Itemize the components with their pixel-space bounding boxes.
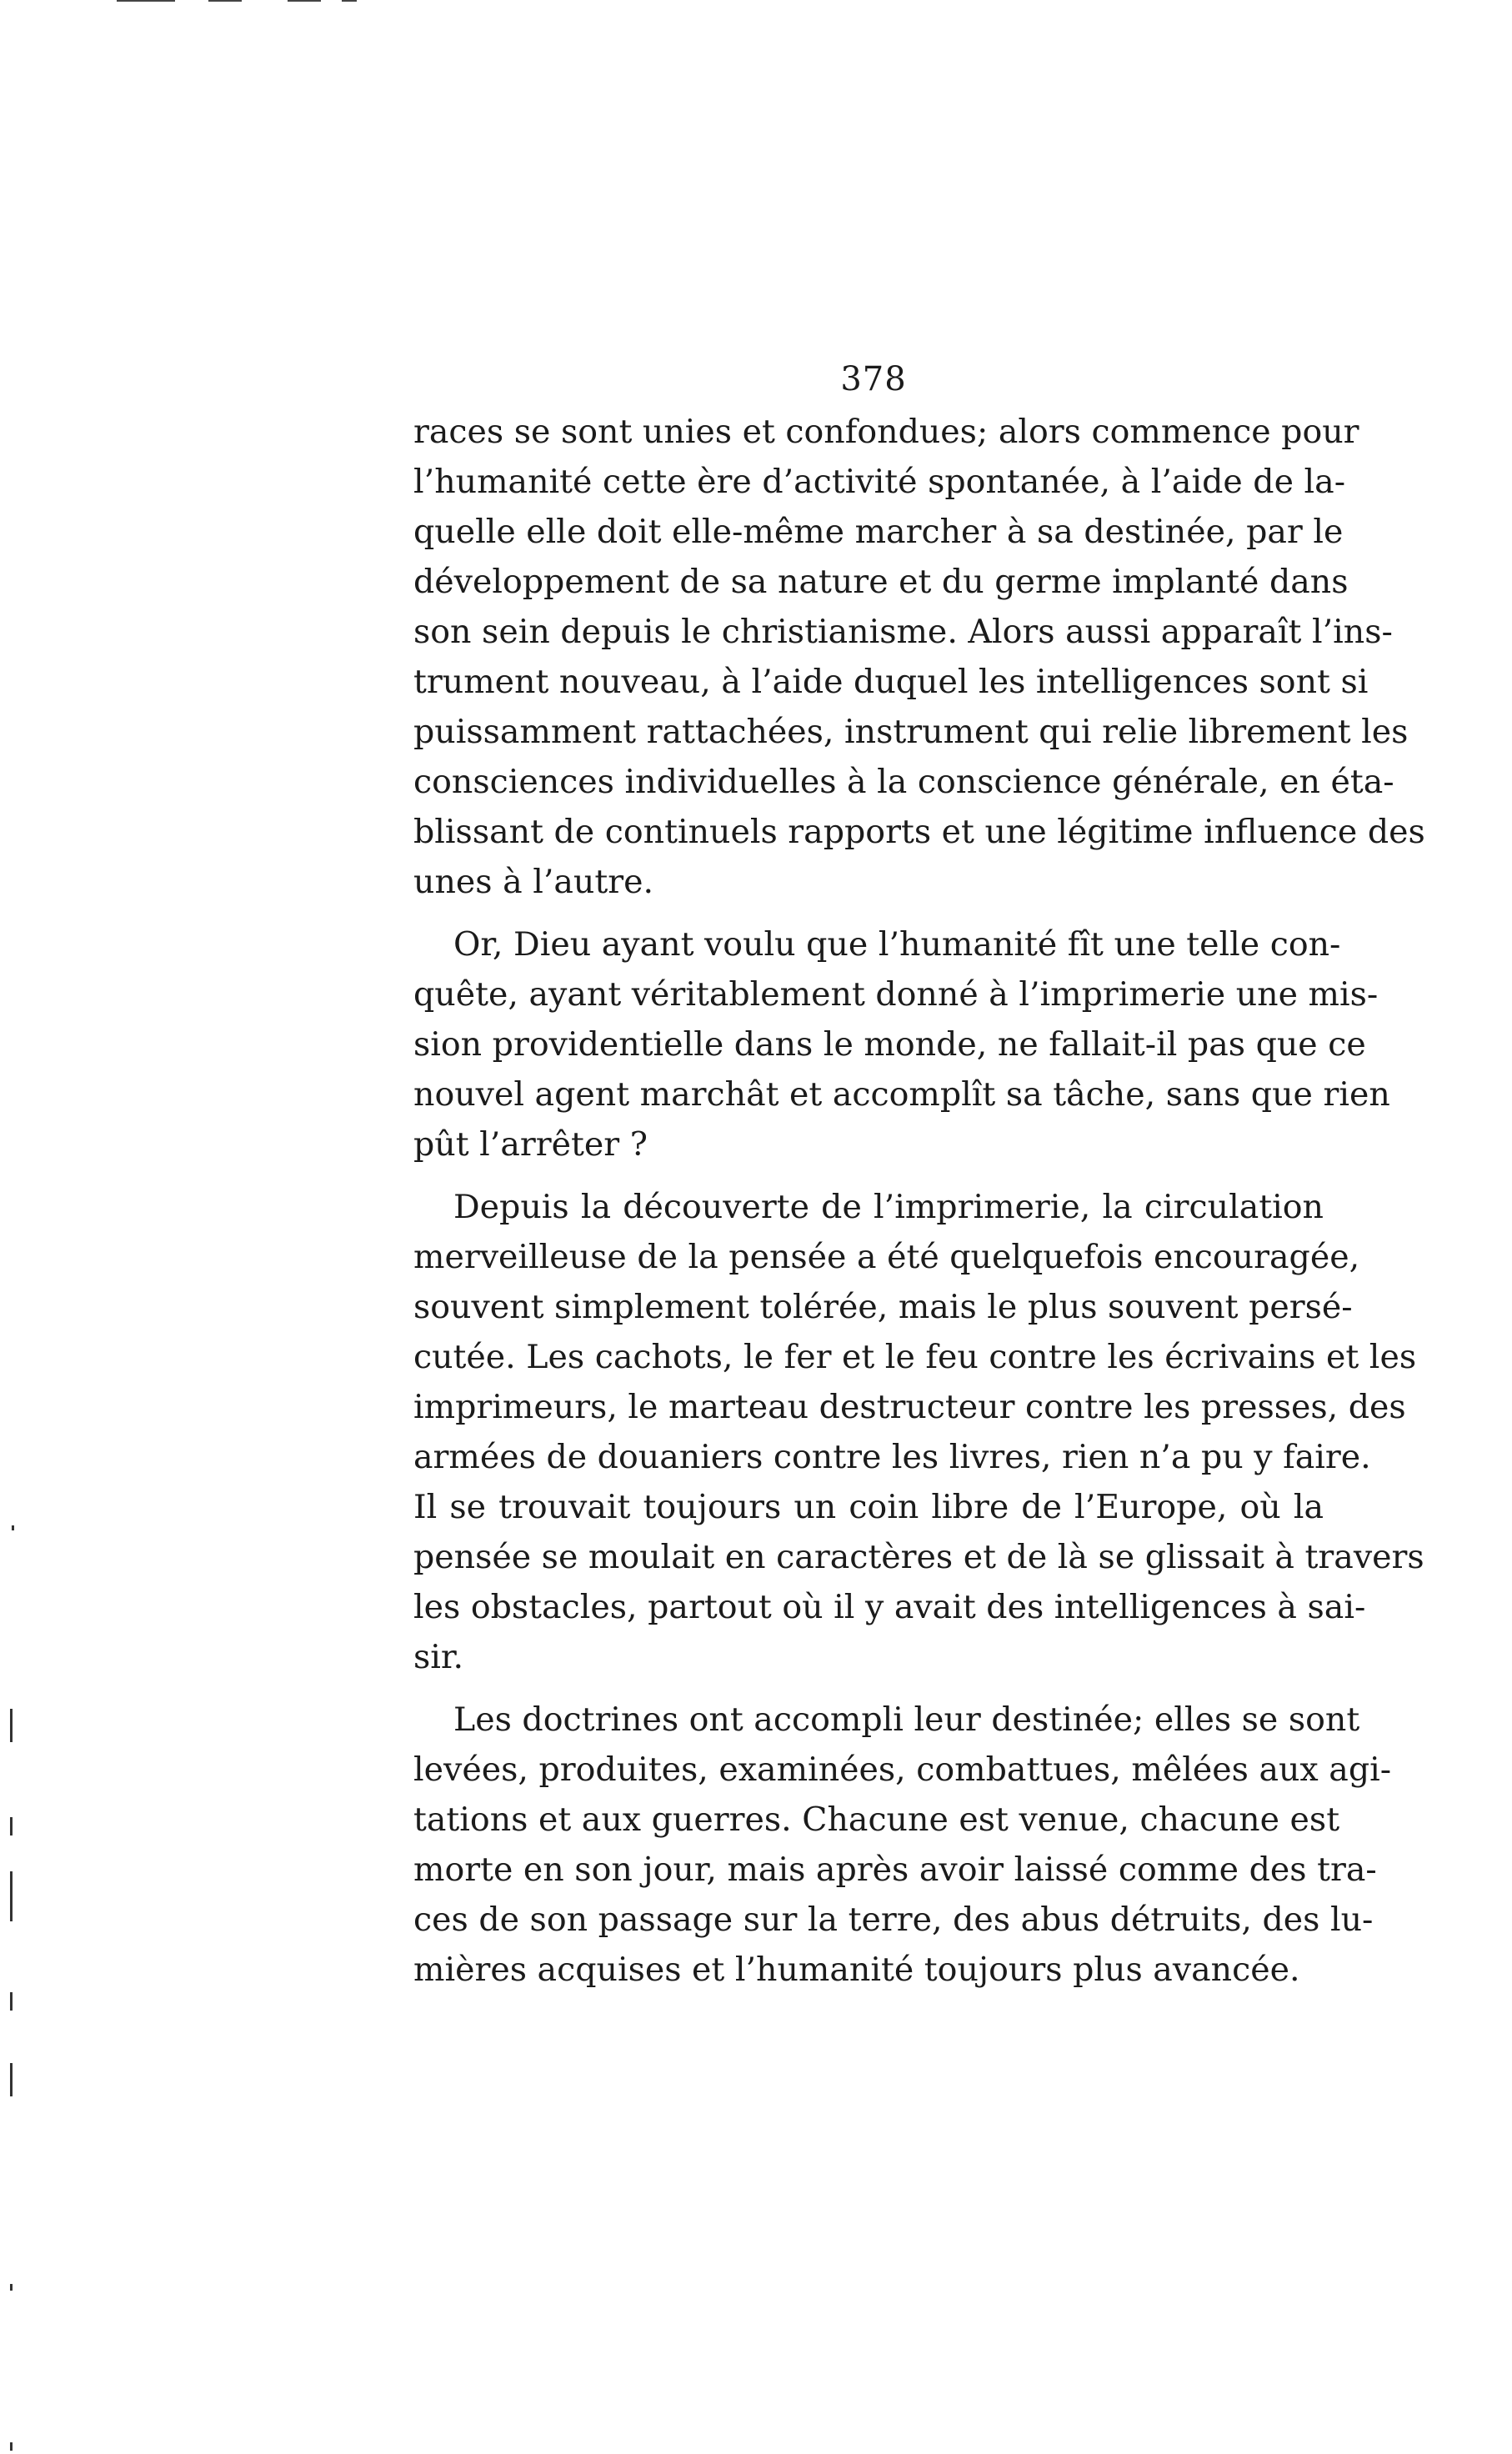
margin-mark (10, 1992, 13, 2011)
text-line: unes à l’autre. (413, 863, 654, 901)
text-line: imprimeurs, le marteau destructeur contre les presses, des (413, 1388, 1406, 1426)
top-edge-rule (117, 0, 175, 2)
text-line: morte en son jour, mais après avoir laissé comme des tra- (413, 1851, 1377, 1889)
text-line: levées, produites, examinées, combattues, mêlées aux agi- (413, 1750, 1392, 1789)
text-line: Les doctrines ont accompli leur destinée; elles se sont (453, 1700, 1360, 1739)
text-line: Depuis la découverte de l’imprimerie, la circulation (453, 1188, 1324, 1226)
text-line: races se sont unies et confondues; alors commence pour (413, 413, 1359, 451)
text-line: quelle elle doit elle-même marcher à sa destinée, par le (413, 513, 1344, 551)
paragraph-2 (413, 919, 1390, 1169)
margin-mark (10, 2284, 13, 2291)
paragraph-4 (413, 1695, 1392, 1995)
text-line: tations et aux guerres. Chacune est venue, chacune est (413, 1800, 1340, 1839)
text-line: développement de sa nature et du germe implanté dans (413, 563, 1349, 601)
text-line: cutée. Les cachots, le fer et le feu contre les écrivains et les (413, 1338, 1417, 1376)
text-line: trument nouveau, à l’aide duquel les intelligences sont si (413, 663, 1369, 701)
text-line: sir. (413, 1638, 464, 1676)
paragraph-1 (413, 407, 1425, 907)
text-line: ces de son passage sur la terre, des abus détruits, des lu- (413, 1901, 1374, 1939)
text-line: pût l’arrêter ? (413, 1125, 648, 1164)
margin-mark (10, 1871, 13, 1921)
text-line: puissamment rattachées, instrument qui relie librement les (413, 713, 1409, 751)
margin-mark (10, 2063, 13, 2096)
text-line: blissant de continuels rapports et une légitime influence des (413, 813, 1425, 851)
text-line: Or, Dieu ayant voulu que l’humanité fît une telle con- (453, 925, 1341, 964)
text-line: mières acquises et l’humanité toujours plus avancée. (413, 1951, 1300, 1989)
text-line: nouvel agent marchât et accomplît sa tâche, sans que rien (413, 1075, 1390, 1114)
margin-mark (10, 1709, 13, 1742)
top-edge-rule (208, 0, 242, 2)
text-line: quête, ayant véritablement donné à l’imprimerie une mis- (413, 975, 1379, 1014)
margin-mark (10, 2442, 13, 2451)
top-edge-rule (342, 0, 357, 2)
text-line: Il se trouvait toujours un coin libre de l’Europe, où la (413, 1488, 1324, 1526)
text-line: merveilleuse de la pensée a été quelquefois encouragée, (413, 1238, 1360, 1276)
text-line: son sein depuis le christianisme. Alors aussi apparaît l’ins- (413, 613, 1393, 651)
text-line: l’humanité cette ère d’activité spontanée, à l’aide de la- (413, 463, 1346, 501)
margin-mark (12, 1525, 14, 1530)
top-edge-rule (288, 0, 321, 2)
text-line: souvent simplement tolérée, mais le plus souvent persé- (413, 1288, 1353, 1326)
paragraph-3 (413, 1182, 1424, 1682)
body-text (413, 407, 1425, 1995)
margin-mark (10, 1817, 13, 1835)
text-line: consciences individuelles à la conscience générale, en éta- (413, 763, 1394, 801)
text-line: les obstacles, partout où il y avait des intelligences à sai- (413, 1588, 1366, 1626)
text-line: armées de douaniers contre les livres, rien n’a pu y faire. (413, 1438, 1371, 1476)
text-line: pensée se moulait en caractères et de là se glissait à travers (413, 1538, 1424, 1576)
page-number: 378 (840, 360, 907, 398)
text-line: sion providentielle dans le monde, ne fallait-il pas que ce (413, 1025, 1366, 1064)
